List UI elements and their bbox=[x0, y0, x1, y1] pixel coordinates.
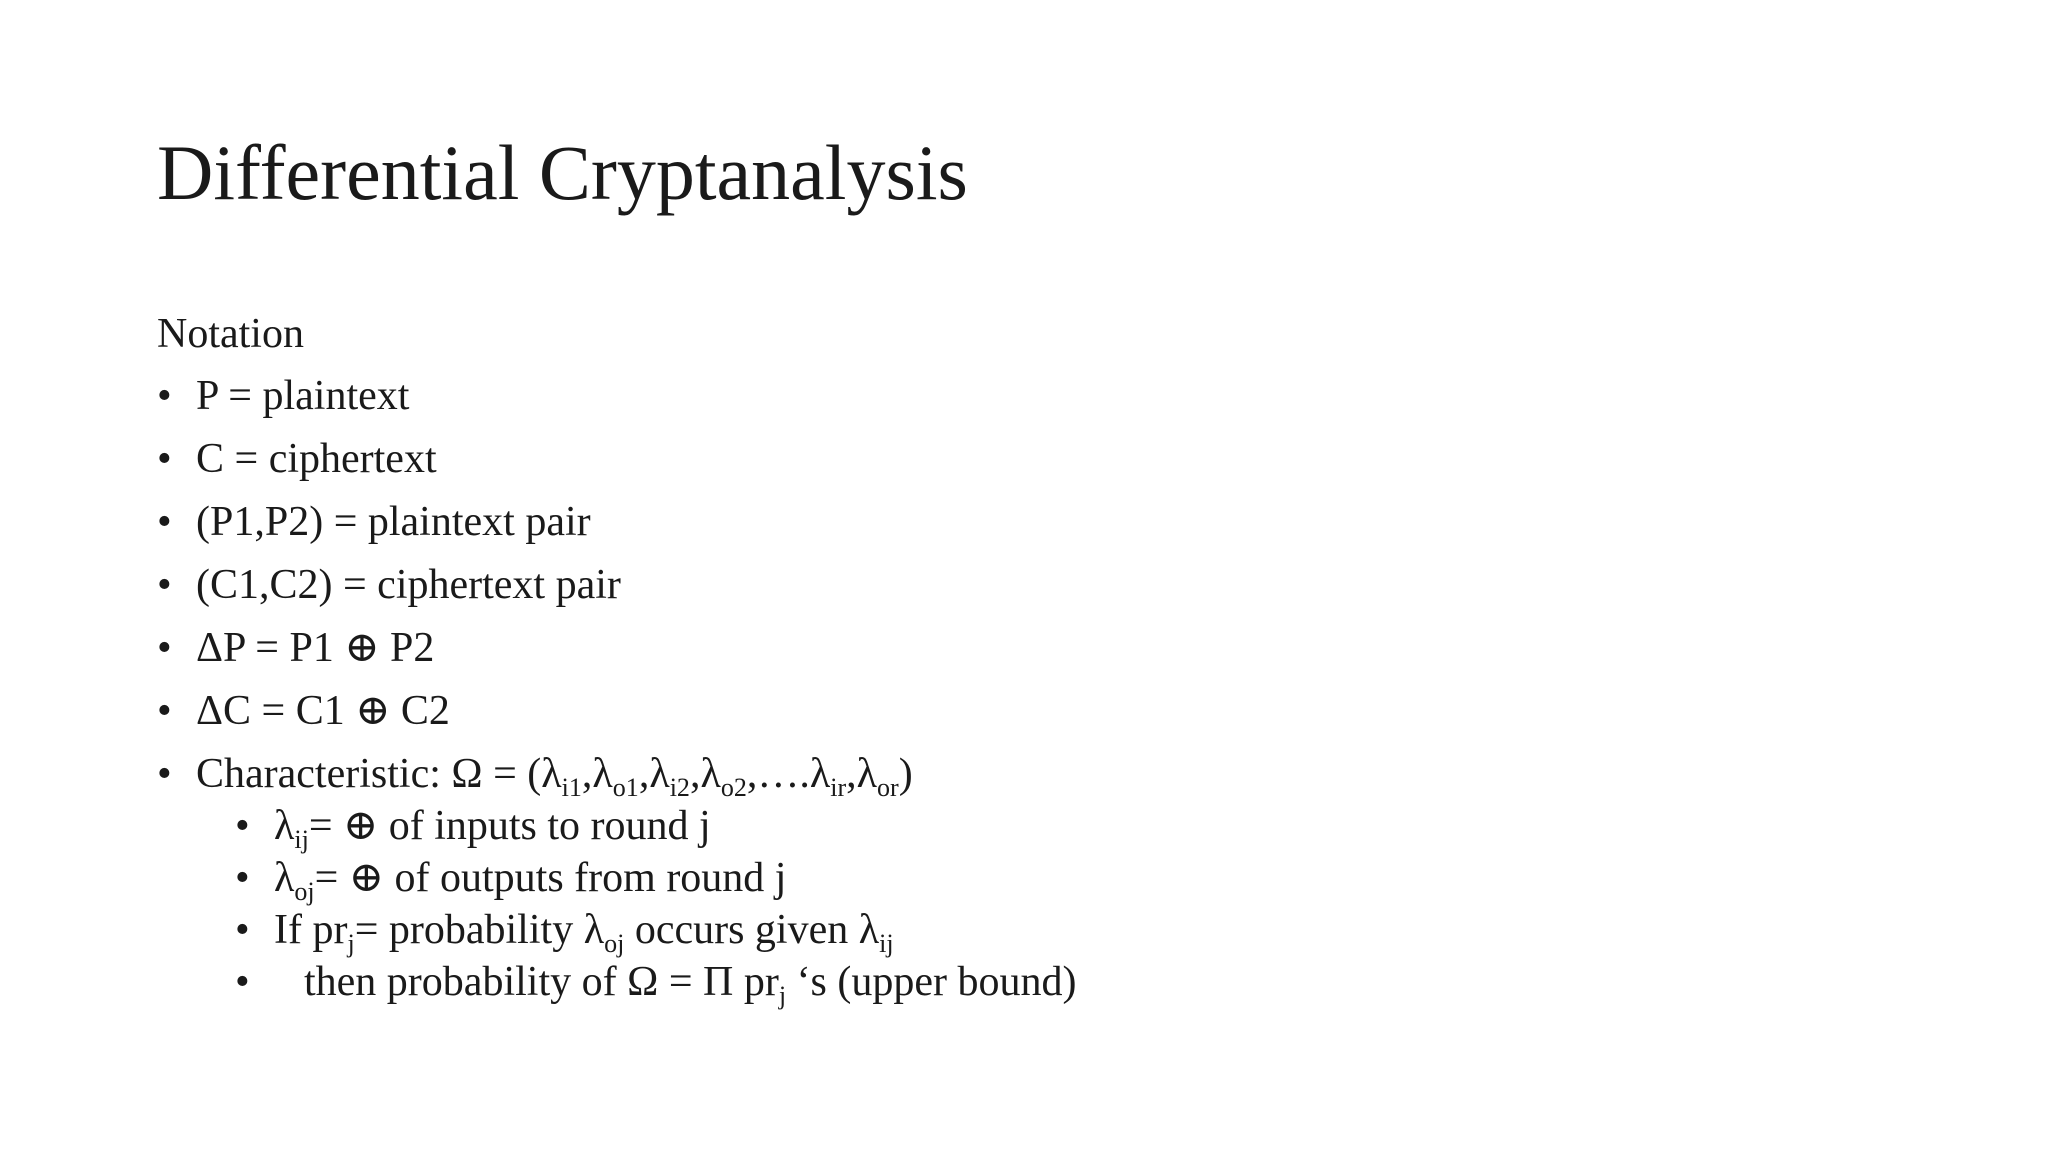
lambda-symbol: λ bbox=[274, 803, 295, 849]
item-text: C = ciphertext bbox=[196, 436, 437, 482]
sub-list-item bbox=[235, 904, 2035, 959]
bullet: • bbox=[157, 436, 172, 482]
subscript: j bbox=[778, 981, 787, 1011]
lambda-symbol: λ bbox=[700, 751, 721, 797]
item-text: (C1,C2) = ciphertext pair bbox=[196, 562, 621, 608]
subscript: j bbox=[347, 929, 355, 959]
slide-title: Differential Cryptanalysis bbox=[157, 129, 968, 216]
item-text: ΔP = P1 ⊕ P2 bbox=[196, 625, 435, 671]
comma: , bbox=[689, 751, 701, 797]
subscript: ir bbox=[830, 773, 847, 803]
subscript: oj bbox=[604, 929, 625, 959]
sub-list-item bbox=[235, 852, 2035, 907]
list-item bbox=[157, 433, 1957, 485]
characteristic-sublist bbox=[235, 800, 2035, 1011]
item-text: = probability λ bbox=[354, 907, 605, 953]
bullet: • bbox=[157, 499, 172, 545]
lambda-symbol: λ bbox=[649, 751, 670, 797]
slide-body bbox=[157, 308, 1957, 1011]
sub-list-item bbox=[235, 800, 2035, 855]
characteristic-prefix: Characteristic: Ω = ( bbox=[196, 751, 542, 797]
item-text: If pr bbox=[274, 907, 348, 953]
ellipsis: ,…. bbox=[746, 751, 810, 797]
list-item bbox=[157, 622, 1957, 674]
subscript: o2 bbox=[720, 773, 747, 803]
bullet: • bbox=[235, 907, 250, 953]
notation-heading: Notation bbox=[157, 311, 304, 357]
bullet: • bbox=[157, 751, 172, 797]
list-item bbox=[157, 559, 1957, 611]
lambda-symbol: λ bbox=[809, 751, 831, 797]
comma: , bbox=[581, 751, 593, 797]
lambda-symbol: λ bbox=[541, 751, 562, 797]
bullet: • bbox=[235, 855, 250, 901]
subscript: oj bbox=[294, 877, 315, 907]
list-item bbox=[157, 370, 1957, 422]
subscript: or bbox=[877, 773, 899, 803]
item-text: (P1,P2) = plaintext pair bbox=[196, 499, 591, 545]
list-item bbox=[157, 685, 1957, 737]
lambda-symbol: λ bbox=[592, 751, 613, 797]
bullet: • bbox=[157, 373, 172, 419]
item-text: = ⊕ of outputs from round j bbox=[314, 855, 787, 901]
bullet: • bbox=[157, 688, 172, 734]
characteristic-item bbox=[157, 748, 1957, 803]
bullet: • bbox=[235, 803, 250, 849]
item-text: ‘s (upper bound) bbox=[786, 959, 1077, 1005]
list-item bbox=[157, 496, 1957, 548]
sub-list-item bbox=[235, 956, 2035, 1011]
bullet: • bbox=[157, 625, 172, 671]
subscript: o1 bbox=[612, 773, 639, 803]
subscript: i1 bbox=[561, 773, 582, 803]
subscript: ij bbox=[879, 929, 894, 959]
bullet: • bbox=[235, 959, 250, 1005]
comma: , bbox=[846, 751, 857, 797]
item-text: = ⊕ of inputs to round j bbox=[308, 803, 711, 849]
characteristic-suffix: ) bbox=[898, 751, 913, 797]
bullet: • bbox=[157, 562, 172, 608]
item-text: P = plaintext bbox=[196, 373, 410, 419]
lambda-symbol: λ bbox=[856, 751, 877, 797]
comma: , bbox=[638, 751, 650, 797]
subscript: i2 bbox=[669, 773, 690, 803]
notation-list bbox=[157, 370, 1957, 803]
item-text: occurs given λ bbox=[624, 907, 880, 953]
item-text: then probability of Ω = Π pr bbox=[304, 959, 779, 1005]
subscript: ij bbox=[294, 825, 309, 855]
item-text: ΔC = C1 ⊕ C2 bbox=[196, 688, 450, 734]
lambda-symbol: λ bbox=[274, 855, 295, 901]
